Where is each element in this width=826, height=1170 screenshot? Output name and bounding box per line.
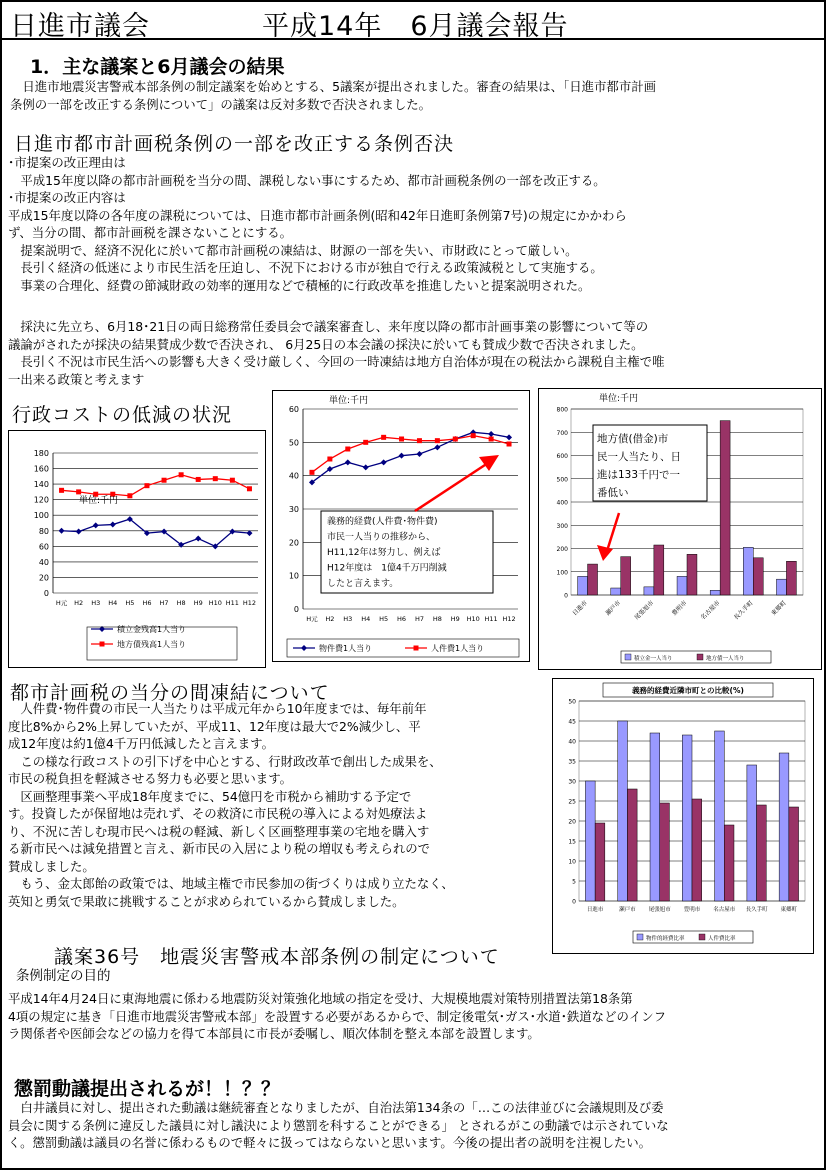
y-tick-label: 700	[556, 429, 568, 437]
data-point	[489, 437, 494, 442]
data-point	[230, 478, 235, 483]
paragraph-line: 採決に先立ち、6月18･21日の両日総務常任委員会で議案審査し、来年度以降の都市計画事業の影響について等の	[8, 319, 649, 334]
data-point	[247, 486, 252, 491]
paragraph-line: この様な行政コストの引下げを中心とする、行財政改革で創出した成果を、	[8, 753, 442, 769]
bar	[715, 731, 725, 901]
y-tick-label: 20	[288, 538, 299, 548]
paragraph-line: 日進市地震災害警戒本部条例の制定議案を始めとする、5議案が提出されました。審査の結果は、「日進市都市計画	[10, 79, 656, 94]
x-tick-label: H7	[159, 599, 169, 607]
paragraph-line: ･市提案の改正内容は	[8, 190, 126, 205]
x-tick-label: H元	[55, 599, 68, 607]
y-tick-label: 10	[288, 571, 299, 581]
y-tick-label: 0	[293, 605, 299, 614]
section4-subheading: 条例制定の目的	[16, 968, 111, 984]
y-tick-label: 60	[288, 405, 299, 414]
paragraph-line: 提案説明で、経済不況化に於いて都市計画税の凍結は、財源の一部を失い、市財政にとって厳しい。	[8, 242, 578, 258]
data-point	[399, 437, 404, 442]
data-point	[507, 442, 512, 447]
section4-heading: 議案36号 地震災害警戒本部条例の制定について	[54, 946, 500, 968]
unit-label: 単位:千円	[599, 394, 639, 404]
section2-heading: 日進市都市計画税条例の一部を改正する条例否決	[14, 133, 455, 155]
y-tick-label: 20	[568, 818, 576, 826]
bar	[692, 799, 702, 901]
callout-text: 番低い	[597, 487, 629, 499]
bar	[724, 825, 734, 901]
y-tick-label: 500	[556, 476, 568, 484]
callout-text: 進は133千円で一	[597, 469, 681, 481]
data-point	[471, 433, 476, 438]
paragraph-line: 賛成しました。	[8, 858, 95, 874]
legend-label: 地方債残高1人当り	[117, 640, 187, 649]
y-tick-label: 50	[568, 698, 576, 706]
x-tick-label: H12	[242, 599, 257, 607]
y-tick-label: 50	[288, 438, 299, 448]
x-tick-label: H2	[325, 615, 335, 623]
y-tick-label: 20	[38, 573, 49, 583]
paragraph-line: 白井議員に対し、提出された動議は継続審査となりましたが、自治法第134条の「…この法律並びに会議規則及び委	[8, 1100, 664, 1115]
bar	[786, 561, 796, 595]
bar	[618, 721, 628, 901]
bar	[588, 564, 598, 595]
y-tick-label: 30	[288, 505, 299, 514]
paragraph-line: 4項の規定に基き「日進市地震災害警戒本部」を設置する必要があるからで、制定後電気･ガス･水道･鉄道などのインフ	[8, 1008, 667, 1024]
data-point	[59, 488, 64, 493]
data-point	[179, 472, 184, 477]
paragraph-line: もう、金太郎飴の政策では、地域主権で市民参加の街づくりは成り立たなく、	[8, 876, 454, 891]
bar	[753, 558, 763, 595]
y-tick-label: 25	[568, 798, 576, 806]
bar	[743, 547, 753, 595]
bar	[720, 421, 730, 595]
y-tick-label: 60	[38, 542, 49, 552]
data-point	[417, 438, 422, 443]
x-tick-label: 豊明市	[670, 599, 689, 618]
x-tick-label: 東郷町	[780, 907, 798, 913]
paragraph-line: り、不況に苦しむ現市民へは税の軽減、新しく区画整理事業の宅地を購入す	[8, 823, 430, 839]
paragraph-line: 平成15年度以降の各年度の課税については、日進市都市計画条例(昭和42年日進町条例第7号)の規定にかかわら	[8, 207, 627, 223]
paragraph-line: 区画整理事業へ平成18年度までに、54億円を市税から補助する予定で	[8, 788, 412, 804]
section3-text	[8, 700, 454, 910]
data-point	[196, 477, 201, 482]
y-tick-label: 600	[556, 453, 568, 460]
paragraph-line: 議論がされたが採決の結果賛成少数で否決され、 6月25日の本会議の採決に於いても賛成少数で否決されました。	[8, 336, 644, 352]
y-tick-label: 120	[33, 495, 49, 505]
x-tick-label: 豊明市	[683, 907, 701, 913]
section5-text	[8, 1099, 669, 1152]
paragraph-line: 英知と勇気で果敢に挑戦することが求められているから賛成しました。	[8, 893, 405, 909]
unit-label: 単位:千円	[79, 496, 119, 506]
chart3-svg	[539, 389, 821, 669]
legend-swatch	[625, 654, 631, 660]
legend-marker	[414, 646, 419, 651]
x-tick-label: 名古屋市	[699, 599, 722, 622]
x-tick-label: 日進市	[571, 599, 589, 618]
y-tick-label: 45	[568, 718, 576, 726]
chart2-frame	[272, 390, 530, 662]
callout-text: 民一人当たり、日	[597, 451, 681, 463]
bar	[621, 557, 631, 595]
x-tick-label: H7	[414, 615, 424, 623]
data-point	[488, 431, 494, 437]
x-tick-label: 名古屋市	[713, 907, 736, 913]
data-point	[93, 522, 99, 528]
y-tick-label: 0	[43, 589, 49, 598]
legend-label: 積立金一人当り	[634, 656, 673, 662]
bar	[789, 807, 799, 901]
bar	[627, 789, 637, 901]
data-point	[363, 440, 368, 445]
bar	[682, 735, 692, 901]
y-tick-label: 140	[33, 480, 49, 490]
paragraph-line: 長引く経済の低迷により市民生活を圧迫し、不況下における市が独自で行える政策減税として実施する。	[8, 260, 603, 275]
chart-title: 義務的経費近隣市町との比較(%)	[632, 686, 744, 695]
bar	[779, 753, 789, 901]
chart4-frame	[552, 678, 814, 954]
section5-heading: 懲罰動議提出されるが！！？？	[14, 1078, 281, 1100]
paragraph-line: す。投資したが保留地は売れず、その救済に市民税の導入による対処療法よ	[8, 806, 428, 821]
x-tick-label: H10	[466, 615, 480, 623]
series-line	[62, 475, 250, 496]
data-point	[195, 536, 201, 542]
x-tick-label: H10	[208, 599, 222, 607]
paragraph-line: 事業の合理化、経費の節減財政の効率的運用などで積極的に行政改革を推進したいと提案説明された。	[8, 277, 591, 293]
x-tick-label: H5	[125, 599, 135, 607]
x-tick-label: H9	[450, 615, 460, 623]
section4-text	[8, 990, 666, 1043]
paragraph-line: ･市提案の改正理由は	[8, 155, 126, 170]
arrow-head	[479, 455, 499, 471]
x-tick-label: H6	[142, 599, 152, 607]
callout-text: 義務的経費(人件費･物件費)	[327, 517, 438, 527]
x-tick-label: H4	[108, 599, 118, 607]
callout-text: したと言えます。	[327, 579, 399, 589]
data-point	[506, 434, 512, 440]
y-tick-label: 35	[568, 758, 576, 766]
x-tick-label: 日進市	[586, 907, 604, 913]
paragraph-line: 市民の税負担を軽減させる努力も必要と思います。	[8, 771, 292, 786]
legend-label: 人件費比率	[708, 936, 736, 942]
x-tick-label: 長久手町	[745, 907, 768, 913]
y-tick-label: 30	[568, 778, 576, 786]
x-tick-label: 尾張旭市	[633, 599, 656, 622]
y-tick-label: 40	[38, 557, 49, 567]
y-tick-label: 100	[556, 569, 568, 577]
data-point	[434, 444, 440, 450]
bar	[660, 803, 670, 901]
data-point	[309, 470, 314, 475]
callout-text: H11,12年は努力し、例えば	[327, 548, 441, 558]
data-point	[213, 476, 218, 481]
callout-text: 地方債(借金)市	[597, 433, 669, 445]
legend-label: 物件的経費比率	[646, 936, 685, 942]
x-tick-label: H元	[306, 615, 318, 623]
data-point	[59, 528, 65, 534]
y-tick-label: 40	[288, 471, 299, 481]
chart3-frame	[538, 388, 822, 670]
x-tick-label: H8	[432, 615, 442, 623]
y-tick-label: 100	[33, 511, 49, 521]
data-point	[144, 483, 149, 488]
legend-label: 物件費1人当り	[319, 644, 373, 653]
paragraph-line: ず、当分の間、都市計画税を課さないことにする。	[8, 225, 292, 240]
x-tick-label: H12	[502, 615, 516, 623]
data-point	[162, 478, 167, 483]
x-tick-label: H6	[397, 615, 407, 623]
x-tick-label: H8	[176, 599, 186, 607]
data-point	[345, 447, 350, 452]
bar	[644, 587, 654, 595]
y-tick-label: 5	[572, 878, 576, 886]
bar	[677, 576, 687, 595]
paragraph-line: 員会に関する条例に違反した議員に対し議決により懲罰を科することができる」 とされるがこの動議では示されていな	[8, 1117, 669, 1133]
x-tick-label: 瀬戸市	[619, 907, 636, 913]
data-point	[345, 459, 351, 465]
page-header	[2, 2, 824, 40]
section1-text	[10, 78, 656, 113]
x-tick-label: H2	[74, 599, 84, 607]
series-line	[62, 519, 250, 546]
paragraph-line: 条例の一部を改正する条例について」の議案は反対多数で否決されました。	[10, 96, 432, 112]
x-tick-label: H3	[91, 599, 101, 607]
header-title-right: 平成14年 6月議会報告	[262, 11, 569, 42]
legend-marker	[100, 642, 105, 647]
bar	[757, 805, 767, 901]
y-tick-label: 180	[33, 449, 49, 458]
x-tick-label: 長久手町	[732, 599, 755, 622]
x-tick-label: 尾張旭市	[648, 907, 671, 913]
data-point	[76, 529, 82, 535]
data-point	[381, 459, 387, 465]
data-point	[76, 489, 81, 494]
y-tick-label: 15	[568, 838, 576, 846]
paragraph-line: く。懲罰動議は議員の名誉に係わるもので軽々に扱ってはならないと思います。今後の提出者の説明を注視したい。	[8, 1135, 652, 1150]
data-point	[110, 522, 116, 528]
admin-cost-heading: 行政コストの低減の状況	[12, 404, 233, 426]
y-tick-label: 10	[568, 858, 576, 866]
bar	[578, 576, 588, 595]
x-tick-label: H5	[379, 615, 389, 623]
x-tick-label: H4	[361, 615, 371, 623]
bar	[776, 579, 786, 595]
legend-label: 積立金残高1人当り	[117, 625, 187, 634]
bar	[747, 765, 757, 901]
x-tick-label: H11	[225, 599, 239, 607]
section3-heading: 都市計画税の当分の間凍結について	[10, 682, 330, 704]
bar	[585, 781, 595, 901]
y-tick-label: 800	[556, 406, 568, 414]
arrow-line	[415, 461, 491, 511]
x-tick-label: H3	[343, 615, 353, 623]
unit-label: 単位:千円	[329, 396, 369, 406]
legend-label: 地方債一人当り	[706, 656, 745, 662]
x-tick-label: 東郷町	[770, 599, 788, 618]
callout-text: H12年度は 1億4千万円削減	[327, 563, 447, 574]
data-point	[363, 464, 369, 470]
callout-text: 市民一人当りの推移から、	[327, 532, 436, 543]
y-tick-label: 0	[572, 898, 576, 906]
y-tick-label: 0	[564, 592, 568, 600]
chart1-svg	[9, 431, 265, 667]
data-point	[127, 493, 132, 498]
header-title-left: 日進市議会	[10, 11, 150, 42]
bar	[710, 590, 720, 595]
series-line	[312, 436, 509, 473]
x-tick-label: H9	[193, 599, 203, 607]
data-point	[399, 453, 405, 459]
y-tick-label: 200	[556, 546, 568, 553]
paragraph-line: 度比8%から2%上昇していたが、平成11、12年度は最大で2%減少し、平	[8, 718, 421, 734]
data-point	[327, 457, 332, 462]
legend-swatch	[699, 934, 705, 940]
data-point	[381, 435, 386, 440]
chart4-svg	[553, 679, 813, 953]
x-tick-label: 瀬戸市	[604, 599, 623, 618]
section2-text-2	[8, 318, 664, 388]
bar	[650, 733, 660, 901]
paragraph-line: 平成15年度以降の都市計画税を当分の間、課税しない事にするため、都市計画税条例の一部を改正する。	[8, 172, 606, 188]
data-point	[453, 437, 458, 442]
section1-heading: 1．主な議案と6月議会の結果	[30, 56, 285, 78]
legend-swatch	[637, 934, 643, 940]
x-tick-label: H11	[484, 615, 498, 623]
paragraph-line: ラ関係者や医師会などの協力を得て本部員に市長が委嘱し、順次体制を整え本部を設置します。	[8, 1026, 540, 1041]
bar	[654, 545, 664, 595]
paragraph-line: る新市民へは減免措置と言え、新市民の入居により税の増収も考えられので	[8, 841, 431, 856]
bar	[595, 823, 605, 901]
paragraph-line: 平成14年4月24日に東海地震に係わる地震防災対策強化地域の指定を受け、大規模地震対策特別措置法第18条第	[8, 991, 633, 1006]
legend-marker	[301, 645, 307, 651]
data-point	[416, 451, 422, 457]
y-tick-label: 160	[33, 464, 49, 474]
legend-label: 人件費1人当り	[431, 644, 485, 653]
paragraph-line: 人件費･物件費の市民一人当たりは平成元年から10年度までは、毎年前年	[8, 701, 427, 716]
data-point	[435, 438, 440, 443]
chart2-svg	[273, 391, 529, 661]
chart1-frame	[8, 430, 266, 668]
section2-text	[8, 154, 627, 294]
y-tick-label: 400	[556, 499, 568, 507]
bar	[687, 554, 697, 595]
paragraph-line: 成12年度は約1億4千万円低減したと言えます。	[8, 736, 274, 751]
y-tick-label: 300	[556, 522, 568, 530]
legend-swatch	[697, 654, 703, 660]
paragraph-line: 長引く不況は市民生活への影響も大きく受け厳しく、今回の一時凍結は地方自治体が現在の税法から課税自主権で唯	[8, 354, 665, 369]
y-tick-label: 40	[568, 738, 576, 746]
y-tick-label: 80	[38, 526, 49, 536]
paragraph-line: 一出来る政策と考えます	[8, 371, 145, 387]
bar	[611, 588, 621, 595]
